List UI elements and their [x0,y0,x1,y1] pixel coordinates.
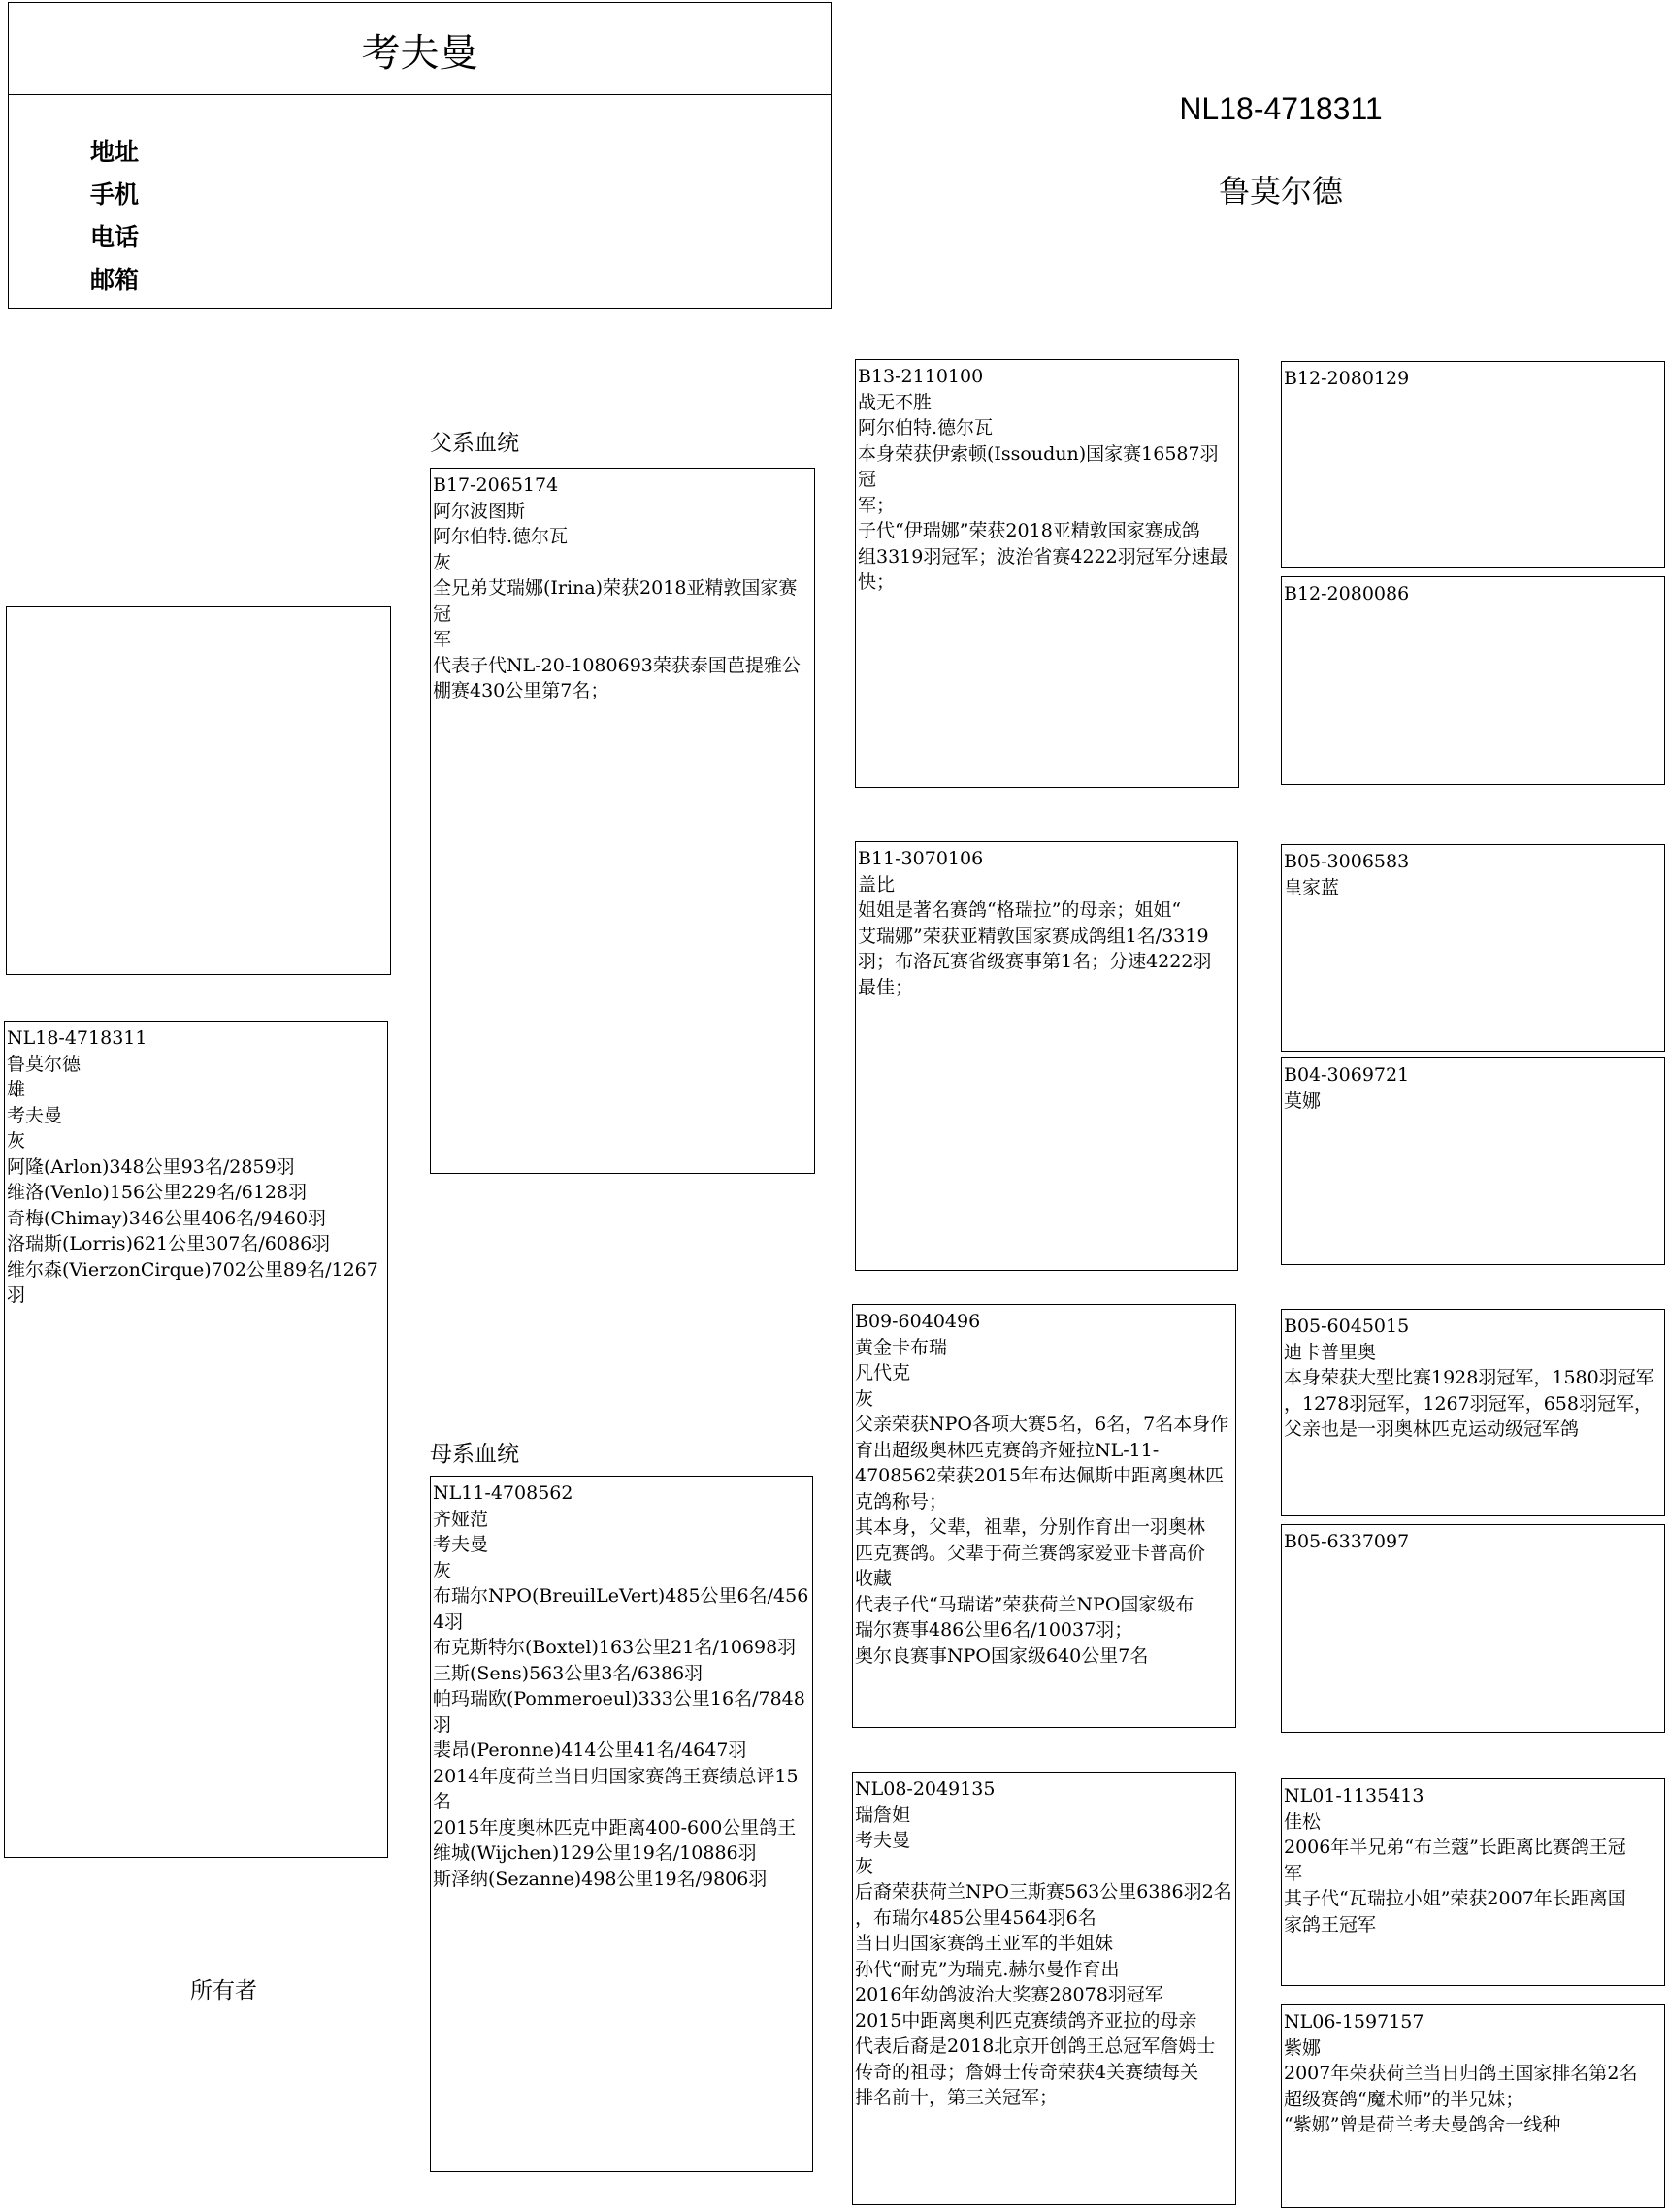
dam-ring: NL11-4708562 [433,1482,573,1504]
gp-ring: B11-3070106 [858,848,984,869]
dam-breeder: 考夫曼 [433,1534,489,1555]
gp-note: 匹克赛鸽。父辈于荷兰赛鸽家爱亚卡普高价 [855,1542,1206,1564]
gp-note: 传奇的祖母；詹姆士传奇荣获4关赛绩每关 [855,2061,1199,2083]
gp-note: 子代“伊瑞娜”荣获2018亚精敦国家赛成鸽 [858,520,1200,541]
dam-result: 2015年度奥林匹克中距离400-600公里鸽王 [433,1816,797,1838]
ggp-ring: B12-2080129 [1284,368,1410,389]
gp-note: 组3319羽冠军；波治省赛4222羽冠军分速最 [858,545,1228,568]
gp-name: 战无不胜 [858,391,933,413]
gp-note: 最佳； [858,976,914,998]
gp-note: 克鸽称号； [855,1490,948,1513]
ggp-card-1 [1281,361,1665,568]
ggp-note: 本身荣获大型比赛1928羽冠军，1580羽冠军 [1284,1367,1654,1388]
ggp-note: 父亲也是一羽奥林匹克运动级冠军鸽 [1284,1418,1580,1440]
gp-note: 4708562荣获2015年布达佩斯中距离奥林匹 [855,1465,1224,1486]
dam-result: 维城(Wijchen)129公里19名/10886羽 [433,1842,757,1864]
gp-note: 艾瑞娜”荣获亚精敦国家赛成鸽组1名/3319 [858,925,1209,947]
gp-note: 2015中距离奥利匹克赛绩鸽齐亚拉的母亲 [855,2009,1197,2032]
gp-note: 军； [858,494,896,516]
gp-note: 后裔荣获荷兰NPO三斯赛563公里6386羽2名 [855,1881,1232,1903]
dam-result: 斯泽纳(Sezanne)498公里19名/9806羽 [433,1868,768,1890]
dam-result: 三斯(Sens)563公里3名/6386羽 [433,1662,704,1684]
gp-breeder: 考夫曼 [855,1830,911,1851]
ggp-card-8 [1281,2004,1665,2208]
phone-label: 电话 [90,224,140,251]
gp-note: 代表子代“马瑞诺”荣获荷兰NPO国家级布 [855,1593,1194,1615]
ggp-card-7 [1281,1778,1665,1986]
subject-breeder: 考夫曼 [7,1104,63,1126]
ggp-note: 其子代“瓦瑞拉小姐”荣获2007年长距离国 [1284,1888,1626,1909]
dam-result: 裴昂(Peronne)414公里41名/4647羽 [433,1740,747,1761]
gp-note: 羽；布洛瓦赛省级赛事第1名；分速4222羽 [858,951,1212,972]
sire-note: 代表子代NL-20-1080693荣获泰国芭提雅公 [433,654,801,676]
gp-breeder: 阿尔伯特.德尔瓦 [858,417,994,439]
ggp-ring: NL01-1135413 [1284,1785,1424,1806]
ggp-ring: B12-2080086 [1284,583,1410,604]
dam-result: 布克斯特尔(Boxtel)163公里21名/10698羽 [433,1637,797,1658]
gp-note: 瑞尔赛事486公里6名/10037羽； [855,1619,1133,1641]
ggp-ring: B05-6045015 [1284,1316,1410,1337]
sire-note: 棚赛430公里第7名； [433,680,609,701]
gp-name: 瑞詹妲 [855,1804,911,1826]
dam-result: 布瑞尔NPO(BreuilLeVert)485公里6名/4564羽 [433,1585,809,1633]
subject-result: 维洛(Venlo)156公里229名/6128羽 [7,1182,308,1203]
ggp-note: 超级赛鸽“魔术师”的半兄妹； [1284,2088,1524,2110]
ring-number-heading: NL18-4718311 [1179,91,1383,126]
photo-frame [6,606,391,975]
dam-card [430,1476,813,2172]
gp-name: 黄金卡布瑞 [855,1336,948,1358]
sire-line-label: 父系血统 [430,430,519,455]
gp-ring: B13-2110100 [858,366,984,387]
gp-note: 代表后裔是2018北京开创鸽王总冠军詹姆士 [855,2035,1216,2057]
gp-note: 当日归国家赛鸽王亚军的半姐妹 [855,1933,1114,1954]
ggp-card-5 [1281,1309,1665,1516]
dam-line-label: 母系血统 [430,1441,519,1466]
sire-note: 军 [433,629,452,650]
ggp-name: 莫娜 [1284,1090,1322,1112]
dam-color: 灰 [433,1559,452,1581]
gp-name: 盖比 [858,873,896,895]
ggp-note: 2007年荣获荷兰当日归鸽王国家排名第2名 [1284,2063,1638,2084]
dam-name: 齐娅范 [433,1508,489,1530]
ggp-card-3 [1281,844,1665,1052]
owner-label: 所有者 [190,1977,257,2002]
subject-result: 奇梅(Chimay)346公里406名/9460羽 [7,1207,327,1229]
mobile-label: 手机 [90,181,140,209]
header-divider [9,94,831,95]
ggp-card-2 [1281,576,1665,785]
ggp-ring: NL06-1597157 [1284,2011,1424,2033]
gp-note: 本身荣获伊索顿(Issoudun)国家赛16587羽冠 [858,442,1219,490]
grandsire-paternal-card [855,359,1239,788]
gp-note: 收藏 [855,1568,893,1589]
gp-note: 姐姐是著名赛鸽“格瑞拉”的母亲；姐姐“ [858,899,1182,921]
grandsire-maternal-card [852,1304,1236,1728]
gp-note: ，布瑞尔485公里4564羽6名 [855,1906,1096,1929]
granddam-paternal-card [855,841,1238,1271]
dam-result: 名 [433,1791,452,1812]
ggp-ring: B04-3069721 [1284,1064,1410,1086]
sire-ring: B17-2065174 [433,474,559,496]
ggp-name: 皇家蓝 [1284,876,1340,898]
dam-result: 2014年度荷兰当日归国家赛鸽王赛绩总评15 [433,1765,799,1787]
gp-note: 快； [858,571,896,593]
subject-result: 阿隆(Arlon)348公里93名/2859羽 [7,1155,295,1178]
subject-ring: NL18-4718311 [7,1027,147,1049]
ggp-ring: B05-6337097 [1284,1531,1410,1552]
owner-title: 考夫曼 [361,32,478,75]
ggp-note: 2006年半兄弟“布兰蔻”长距离比赛鸽王冠 [1284,1837,1626,1858]
subject-result: 洛瑞斯(Lorris)621公里307名/6086羽 [7,1233,331,1254]
ggp-note: “紫娜”曾是荷兰考夫曼鸽舍一线种 [1284,2114,1561,2135]
subject-name: 鲁莫尔德 [7,1053,82,1075]
ggp-note: ，1278羽冠军，1267羽冠军，658羽冠军， [1284,1392,1653,1415]
gp-note: 2016年幼鸽波治大奖赛28078羽冠军 [855,1984,1163,2005]
gp-note: 父亲荣获NPO各项大赛5名，6名，7名本身作 [855,1414,1229,1435]
ggp-card-4 [1281,1057,1665,1265]
ggp-note: 家鸽王冠军 [1284,1913,1377,1936]
sire-breeder: 阿尔伯特.德尔瓦 [433,526,569,547]
email-label: 邮箱 [90,267,140,294]
gp-note: 奥尔良赛事NPO国家级640公里7名 [855,1644,1149,1667]
granddam-maternal-card [852,1772,1236,2205]
sire-card [430,468,815,1174]
subject-result: 维尔森(VierzonCirque)702公里89名/1267羽 [7,1258,378,1306]
gp-note: 孙代“耐克”为瑞克.赫尔曼作育出 [855,1958,1120,1980]
gp-color: 灰 [855,1855,874,1877]
sire-color: 灰 [433,551,452,573]
ggp-ring: B05-3006583 [1284,851,1410,872]
address-label: 地址 [90,139,140,166]
dam-result: 帕玛瑞欧(Pommeroeul)333公里16名/7848羽 [433,1688,805,1736]
subject-card [4,1021,388,1858]
sire-note: 全兄弟艾瑞娜(Irina)荣获2018亚精敦国家赛冠 [433,577,798,625]
gp-note: 育出超级奥林匹克赛鸽齐娅拉NL-11- [855,1439,1160,1461]
gp-ring: B09-6040496 [855,1311,981,1332]
gp-color: 灰 [855,1387,874,1410]
header-box [8,2,832,309]
ggp-name: 紫娜 [1284,2036,1322,2059]
gp-note: 排名前十，第三关冠军； [855,2087,1059,2108]
ggp-note: 军 [1284,1862,1303,1884]
gp-note: 其本身，父辈，祖辈，分别作育出一羽奥林 [855,1516,1206,1538]
ggp-name: 迪卡普里奥 [1284,1341,1377,1363]
ggp-name: 佳松 [1284,1810,1322,1833]
sire-name: 阿尔波图斯 [433,500,526,522]
gp-ring: NL08-2049135 [855,1778,996,1800]
subject-color: 灰 [7,1130,26,1152]
gp-breeder: 凡代克 [855,1362,911,1383]
ggp-card-6 [1281,1524,1665,1733]
pigeon-name-heading: 鲁莫尔德 [1218,174,1343,209]
subject-sex: 雄 [7,1079,26,1100]
